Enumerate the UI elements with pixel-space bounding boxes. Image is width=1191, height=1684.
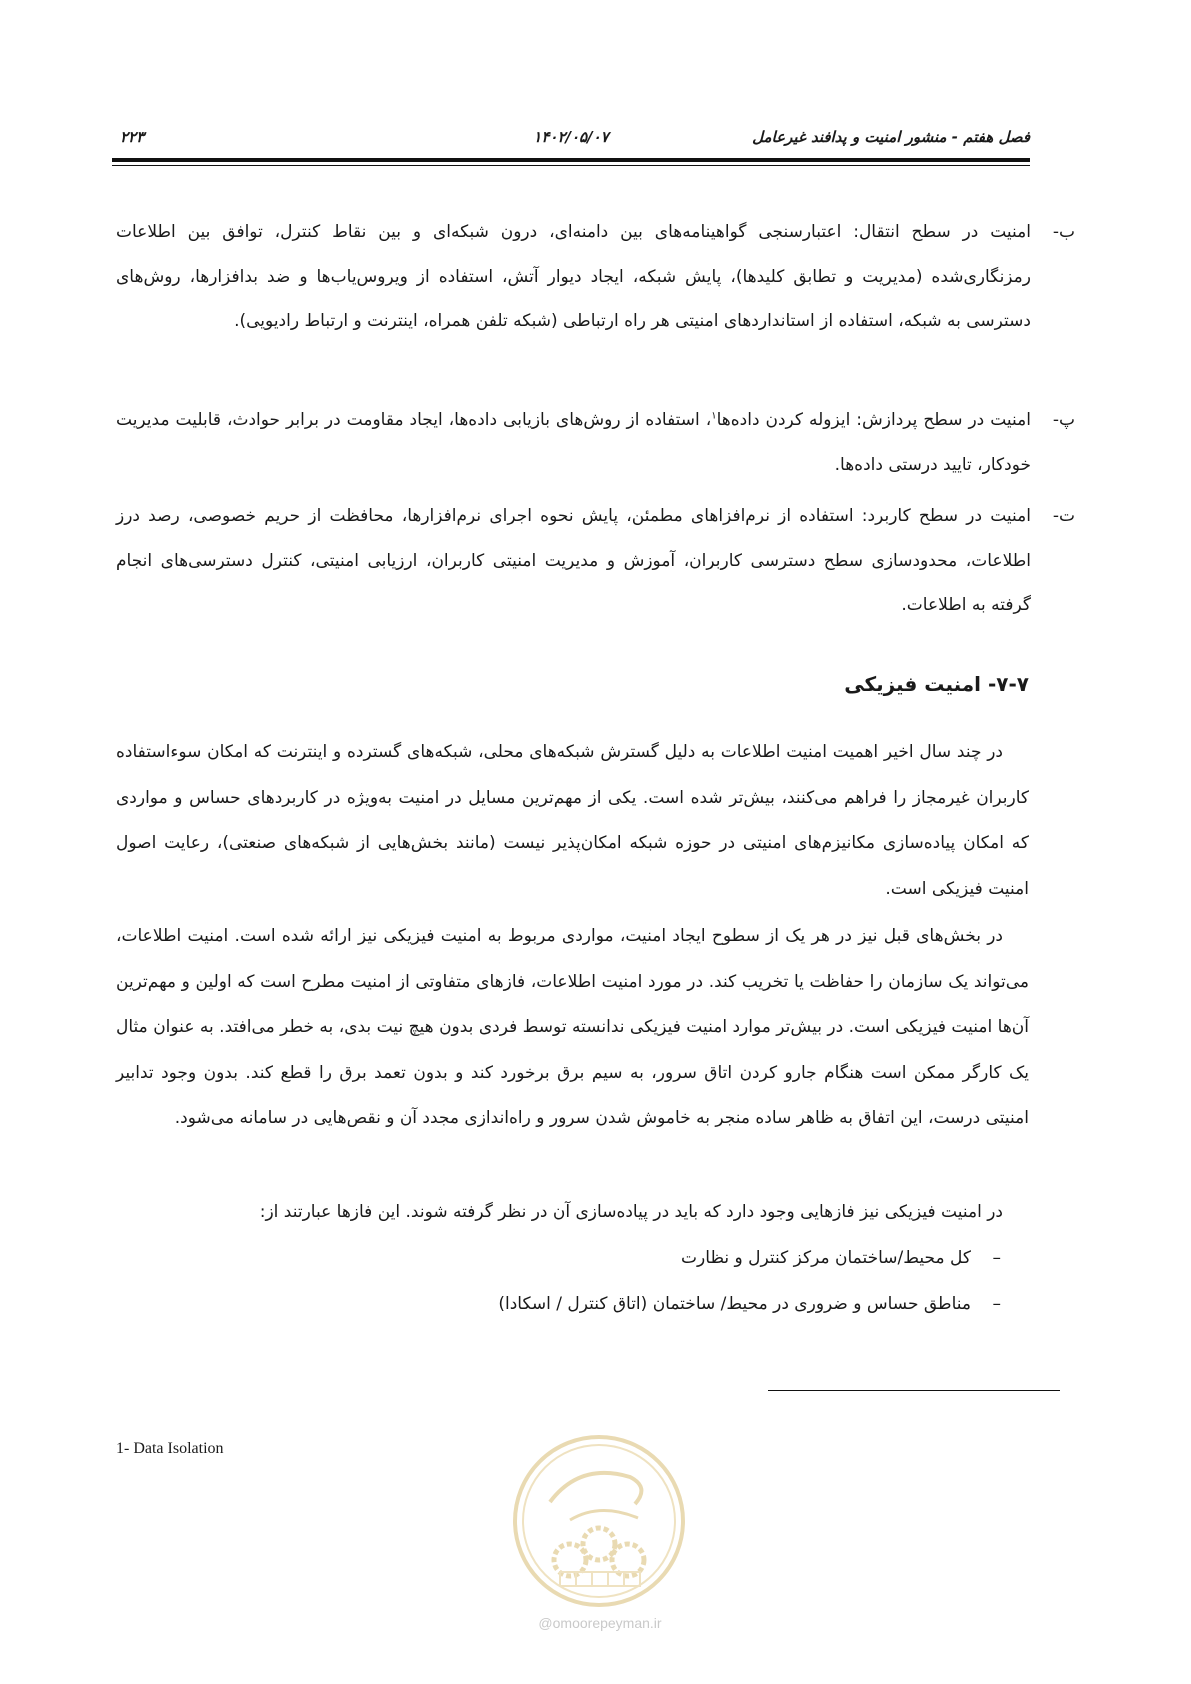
page-number: ۲۲۳	[120, 128, 145, 146]
phase-item-text: کل محیط/ساختمان مرکز کنترل و نظارت	[681, 1248, 971, 1268]
list-marker: ب-	[1052, 222, 1075, 242]
text-before-ref: امنیت در سطح پردازش: ایزوله کردن داده‌ها	[716, 410, 1031, 430]
text-after-ref: ، استفاده از روش‌های بازیابی داده‌ها، ایجاد مقاومت در برابر حوادث، قابلیت مدیریت خودکار، تایید درستی داده‌ها.	[116, 410, 1031, 475]
list-marker: ت-	[1052, 506, 1075, 526]
paragraph-physical-security: در بخش‌های قبل نیز در هر یک از سطوح ایجاد امنیت، مواردی مربوط به امنیت فیزیکی نیز ارائه شده است. امنیت اطلاعات، می‌تواند یک سازمان را حفاظت یا تخریب کند. در مورد امنیت اطلاعات، فازهای متفاوتی از امنیت مطرح است که اولین و مهم‌ترین آن‌ها امنیت فیزیکی است. در بیش‌تر موارد امنیت فیزیکی ندانسته توسط فردی بدون هیچ نیت بدی، به خطر می‌افتد. به عنوان مثال یک کارگر ممکن است هنگام جارو کردن اتاق سرور، به سیم برق برخورد کند و بدون تعمد برق را قطع کند. بدون وجود تدابیر امنیتی درست، این اتفاق به ظاهر ساده منجر به خاموش شدن سرور و راه‌اندازی مجدد آن و نقص‌هایی در سامانه می‌شود.	[116, 926, 1029, 1128]
phase-item	[681, 1236, 1001, 1280]
list-item-text: امنیت در سطح کاربرد: استفاده از نرم‌افزاهای مطمئن، پایش نحوه اجرای نرم‌افزارها، محافظت از حریم خصوصی، رصد درز اطلاعات، محدودسازی سطح دسترسی کاربران، آموزش و مدیریت امنیتی کاربران، ارزیابی امنیتی، کنترل دسترسی‌های انجام گرفته به اطلاعات.	[116, 506, 1031, 615]
dash-marker: –	[992, 1248, 1001, 1268]
paragraph-intro: در چند سال اخیر اهمیت امنیت اطلاعات به دلیل گسترش شبکه‌های محلی، شبکه‌های گسترده و اینترنت که امکان سوءاستفاده کاربران غیرمجاز را فراهم می‌کنند، بیش‌تر شده است. یکی از مهم‌ترین مسایل در امنیت به‌ویژه در کاربردهای حساس و مواردی که امکان پیاده‌سازی مکانیزم‌های امنیتی در حوزه شبکه امکان‌پذیر نیست (مانند بخش‌هایی از شبکه‌های صنعتی)، رعایت اصول امنیت فیزیکی است.	[116, 742, 1029, 899]
dash-marker: –	[992, 1294, 1001, 1314]
list-item-text: امنیت در سطح انتقال: اعتبارسنجی گواهینامه‌های بین دامنه‌ای، درون شبکه‌ای و بین نقاط کنترل، توافق بین اطلاعات رمزنگاری‌شده (مدیریت و تطابق کلیدها)، پایش شبکه، ایجاد دیوار آتش، استفاده از ویروس‌یاب‌ها و ضد بدافزارها، روش‌های دسترسی به شبکه، استفاده از استانداردهای امنیتی هر راه ارتباطی (شبکه تلفن همراه، اینترنت و ارتباط رادیویی).	[116, 222, 1031, 331]
watermark-site: @omoorepeyman.ir	[538, 1615, 662, 1631]
header-date: ۱۴۰۲/۰۵/۰۷	[533, 128, 609, 146]
list-marker: پ-	[1052, 410, 1075, 430]
header-rule-thin	[112, 165, 1030, 166]
page-header	[112, 128, 1030, 150]
list-item-application	[116, 494, 1075, 628]
list-item-text	[116, 398, 1031, 487]
list-item-transport	[116, 210, 1075, 344]
chapter-title: فصل هفتم - منشور امنیت و پدافند غیرعامل	[752, 128, 1030, 146]
watermark-logo	[510, 1432, 688, 1610]
footnote-separator	[768, 1390, 1060, 1391]
header-rule-thick	[112, 158, 1030, 162]
paragraph-phases: در امنیت فیزیکی نیز فازهایی وجود دارد که باید در پیاده‌سازی آن در نظر گرفته شوند. این فازها عبارتند از:	[259, 1202, 1003, 1222]
list-item-processing	[116, 398, 1075, 487]
phase-item-text: مناطق حساس و ضروری در محیط/ ساختمان (اتاق کنترل / اسکادا)	[498, 1294, 971, 1314]
section-heading: ۷-۷- امنیت فیزیکی	[844, 672, 1029, 696]
footnote-reference: ۱	[711, 410, 717, 422]
footnote: 1- Data Isolation	[116, 1440, 224, 1457]
phase-item	[498, 1282, 1001, 1326]
